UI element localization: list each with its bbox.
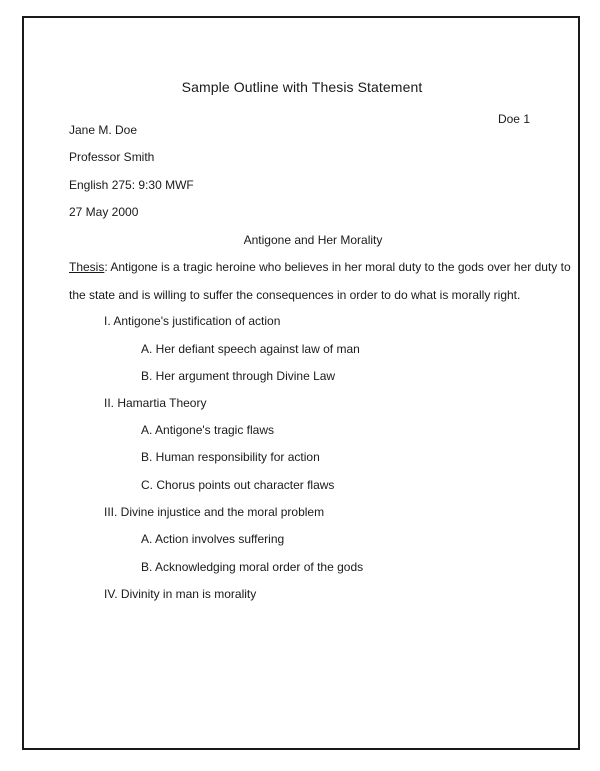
outline-item-ii-a: A. Antigone's tragic flaws [141,423,275,437]
outline-item-i: I. Antigone's justification of action [104,314,281,328]
outline-item-iii: III. Divine injustice and the moral problem [104,505,325,519]
page-number: Doe 1 [497,112,530,126]
outline-item-iv: IV. Divinity in man is morality [104,587,257,601]
thesis-label: Thesis [69,260,105,274]
professor-name: Professor Smith [69,150,155,164]
outline-item-i-b: B. Her argument through Divine Law [141,369,336,383]
thesis-line-2: the state and is willing to suffer the consequences in order to do what is morally right. [69,288,521,302]
essay-title: Antigone and Her Morality [243,233,383,247]
outline-item-iii-b: B. Acknowledging moral order of the gods [141,560,364,574]
author-name: Jane M. Doe [69,123,138,137]
document-title: Sample Outline with Thesis Statement [181,79,423,95]
outline-item-ii-b: B. Human responsibility for action [141,450,320,464]
outline-item-ii: II. Hamartia Theory [104,396,207,410]
outline-item-iii-a: A. Action involves suffering [141,532,285,546]
document-page [22,16,580,750]
thesis-line-1 [69,261,571,273]
course-info: English 275: 9:30 MWF [69,178,194,192]
outline-item-ii-c: C. Chorus points out character flaws [141,478,335,492]
thesis-text-1: : Antigone is a tragic heroine who believes in her moral duty to the gods over her duty to [104,260,571,274]
outline-item-i-a: A. Her defiant speech against law of man [141,342,360,356]
document-date: 27 May 2000 [69,205,139,219]
